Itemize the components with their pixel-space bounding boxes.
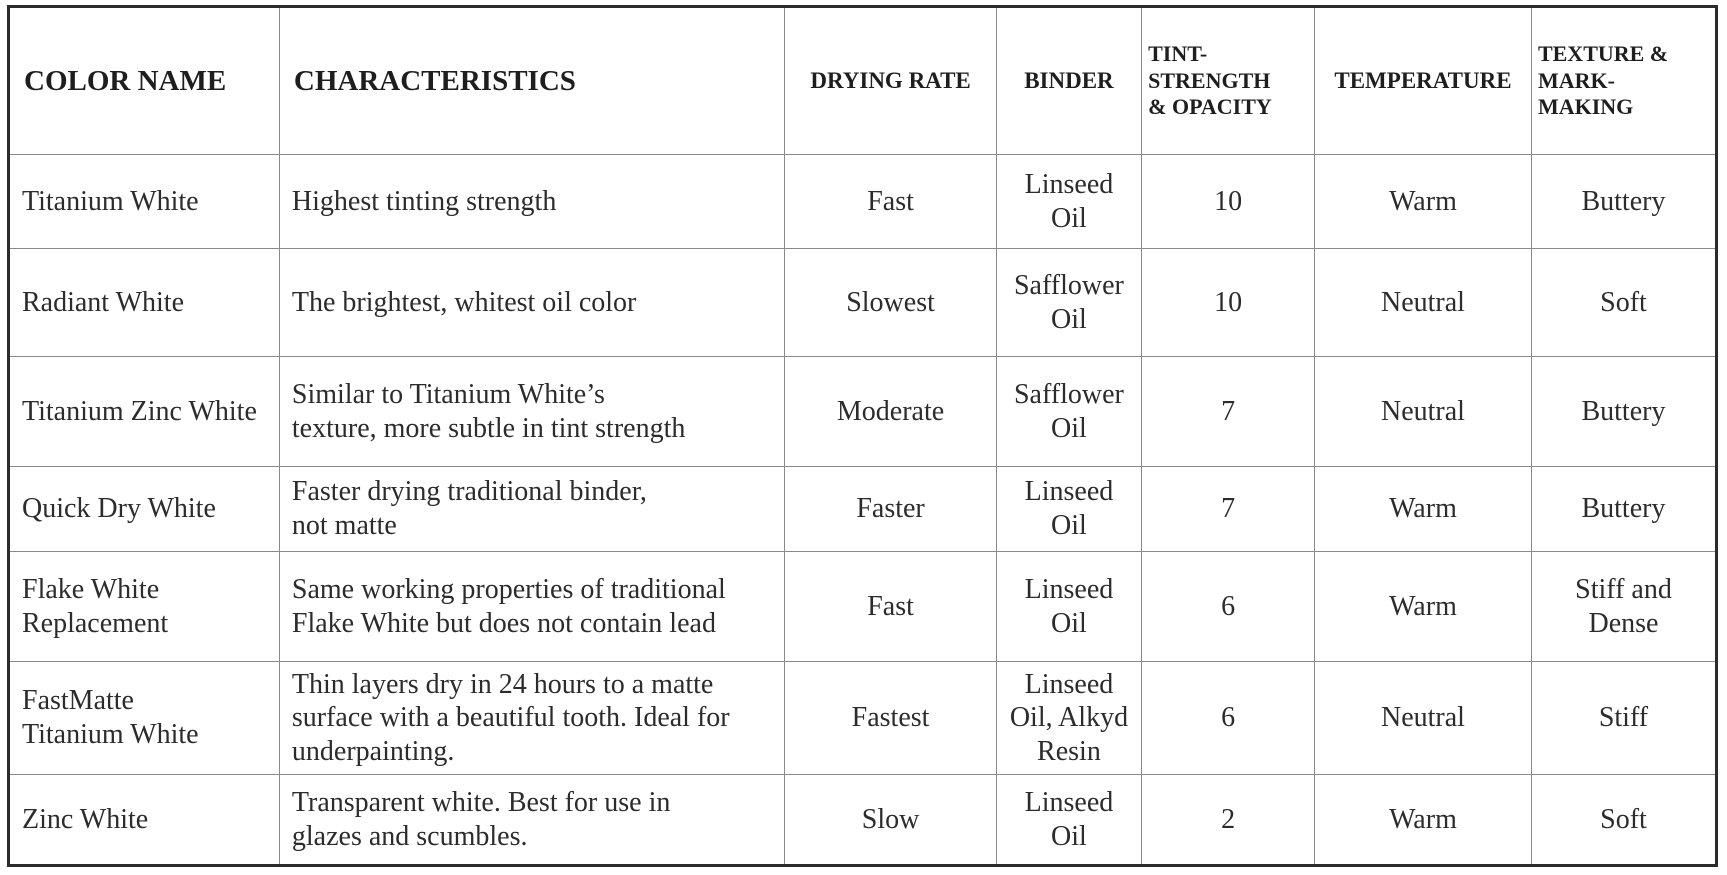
color-name-line: Flake White: [22, 573, 160, 605]
binder-line: Oil: [1051, 510, 1087, 541]
color-name-cell: [9, 662, 280, 775]
header-binder: BINDER: [996, 7, 1141, 155]
binder-line: Linseed: [1024, 786, 1114, 818]
header-texture: [1531, 7, 1716, 155]
table-row: [9, 467, 1717, 552]
tint-strength-cell: 2: [1142, 775, 1315, 866]
temperature-cell: Neutral: [1315, 662, 1532, 775]
binder-line: Oil: [1051, 202, 1087, 234]
characteristics-line: surface with a beautiful tooth. Ideal for: [291, 702, 730, 734]
characteristics-line: not matte: [291, 510, 397, 541]
color-name-line: Replacement: [22, 607, 169, 639]
binder-line: Oil: [1051, 607, 1087, 639]
binder-line: Linseed: [1024, 476, 1114, 508]
drying-rate-cell: Faster: [785, 467, 996, 552]
characteristics-cell: [279, 467, 784, 552]
characteristics-line: Highest tinting strength: [291, 185, 557, 217]
texture-line: Stiff: [1598, 702, 1649, 734]
texture-line: Buttery: [1581, 395, 1666, 427]
header-tint-strength-line: TINT-: [1148, 41, 1208, 67]
binder-line: Oil, Alkyd: [1009, 702, 1129, 734]
characteristics-line: Transparent white. Best for use in: [291, 786, 671, 818]
texture-line: Soft: [1600, 286, 1647, 318]
header-row: [9, 7, 1717, 155]
tint-strength-cell: 7: [1142, 467, 1315, 552]
binder-cell: [996, 249, 1141, 357]
color-name-cell: [9, 155, 280, 249]
header-tint-strength-line: & OPACITY: [1148, 94, 1272, 120]
color-name-line: Zinc White: [22, 803, 149, 835]
tint-strength-cell: 6: [1142, 552, 1315, 662]
table-row: [9, 249, 1717, 357]
texture-line: Soft: [1600, 803, 1647, 835]
binder-line: Resin: [1037, 735, 1101, 767]
texture-cell: [1531, 357, 1716, 467]
header-temperature: TEMPERATURE: [1315, 7, 1532, 155]
binder-line: Oil: [1051, 820, 1087, 852]
table-row: [9, 662, 1717, 775]
characteristics-cell: [279, 357, 784, 467]
table-row: [9, 775, 1717, 866]
color-name-cell: [9, 552, 280, 662]
texture-line: Buttery: [1581, 493, 1666, 525]
binder-line: Safflower: [1013, 269, 1124, 301]
characteristics-line: glazes and scumbles.: [291, 820, 528, 852]
drying-rate-cell: Fast: [785, 552, 996, 662]
binder-line: Oil: [1051, 303, 1087, 335]
texture-cell: [1531, 155, 1716, 249]
table-container: [7, 5, 1718, 867]
color-name-line: Titanium White: [22, 719, 199, 750]
tint-strength-cell: 10: [1142, 249, 1315, 357]
header-characteristics: CHARACTERISTICS: [279, 7, 784, 155]
texture-cell: [1531, 552, 1716, 662]
texture-line: Dense: [1588, 607, 1659, 639]
color-name-cell: [9, 357, 280, 467]
color-name-line: Titanium White: [22, 185, 199, 217]
characteristics-cell: [279, 249, 784, 357]
characteristics-line: texture, more subtle in tint strength: [291, 412, 686, 444]
header-tint-strength-line: STRENGTH: [1148, 67, 1271, 93]
binder-line: Linseed: [1024, 573, 1114, 605]
drying-rate-cell: Slowest: [785, 249, 996, 357]
texture-cell: [1531, 249, 1716, 357]
binder-cell: [996, 357, 1141, 467]
characteristics-line: Thin layers dry in 24 hours to a matte: [291, 668, 714, 700]
header-color-name: COLOR NAME: [9, 7, 280, 155]
characteristics-line: Same working properties of traditional: [291, 573, 726, 605]
table-row: [9, 552, 1717, 662]
color-name-cell: [9, 249, 280, 357]
table-row: [9, 357, 1717, 467]
drying-rate-cell: Slow: [785, 775, 996, 866]
characteristics-line: Faster drying traditional binder,: [291, 476, 647, 508]
characteristics-line: The brightest, whitest oil color: [291, 286, 637, 318]
tint-strength-cell: 7: [1142, 357, 1315, 467]
header-texture-line: MAKING: [1537, 94, 1634, 120]
tint-strength-cell: 10: [1142, 155, 1315, 249]
tint-strength-cell: 6: [1142, 662, 1315, 775]
binder-line: Safflower: [1013, 378, 1124, 410]
header-drying-rate: DRYING RATE: [785, 7, 996, 155]
characteristics-cell: [279, 155, 784, 249]
characteristics-line: Similar to Titanium White’s: [291, 378, 605, 410]
binder-line: Linseed: [1024, 668, 1114, 700]
color-name-line: Radiant White: [22, 286, 184, 318]
temperature-cell: Warm: [1315, 155, 1532, 249]
texture-cell: [1531, 467, 1716, 552]
temperature-cell: Neutral: [1315, 357, 1532, 467]
binder-line: Oil: [1051, 412, 1087, 444]
characteristics-cell: [279, 662, 784, 775]
characteristics-line: underpainting.: [291, 735, 455, 767]
binder-cell: [996, 467, 1141, 552]
header-tint-strength: [1142, 7, 1315, 155]
color-name-line: Titanium Zinc White: [22, 395, 257, 427]
color-name-line: FastMatte: [22, 685, 134, 717]
binder-cell: [996, 775, 1141, 866]
color-name-cell: [9, 775, 280, 866]
table-row: [9, 155, 1717, 249]
temperature-cell: Neutral: [1315, 249, 1532, 357]
drying-rate-cell: Fastest: [785, 662, 996, 775]
header-texture-line: TEXTURE &: [1537, 41, 1669, 67]
header-texture-line: MARK-: [1537, 67, 1615, 93]
temperature-cell: Warm: [1315, 467, 1532, 552]
binder-cell: [996, 552, 1141, 662]
temperature-cell: Warm: [1315, 552, 1532, 662]
drying-rate-cell: Moderate: [785, 357, 996, 467]
texture-line: Buttery: [1581, 185, 1666, 217]
characteristics-line: Flake White but does not contain lead: [291, 607, 716, 639]
texture-cell: [1531, 662, 1716, 775]
binder-cell: [996, 662, 1141, 775]
characteristics-cell: [279, 552, 784, 662]
oil-white-comparison-table: [7, 5, 1718, 867]
color-name-line: Quick Dry White: [22, 493, 216, 525]
binder-line: Linseed: [1024, 168, 1114, 200]
drying-rate-cell: Fast: [785, 155, 996, 249]
color-name-cell: [9, 467, 280, 552]
characteristics-cell: [279, 775, 784, 866]
binder-cell: [996, 155, 1141, 249]
temperature-cell: Warm: [1315, 775, 1532, 866]
texture-line: Stiff and: [1575, 573, 1672, 605]
texture-cell: [1531, 775, 1716, 866]
